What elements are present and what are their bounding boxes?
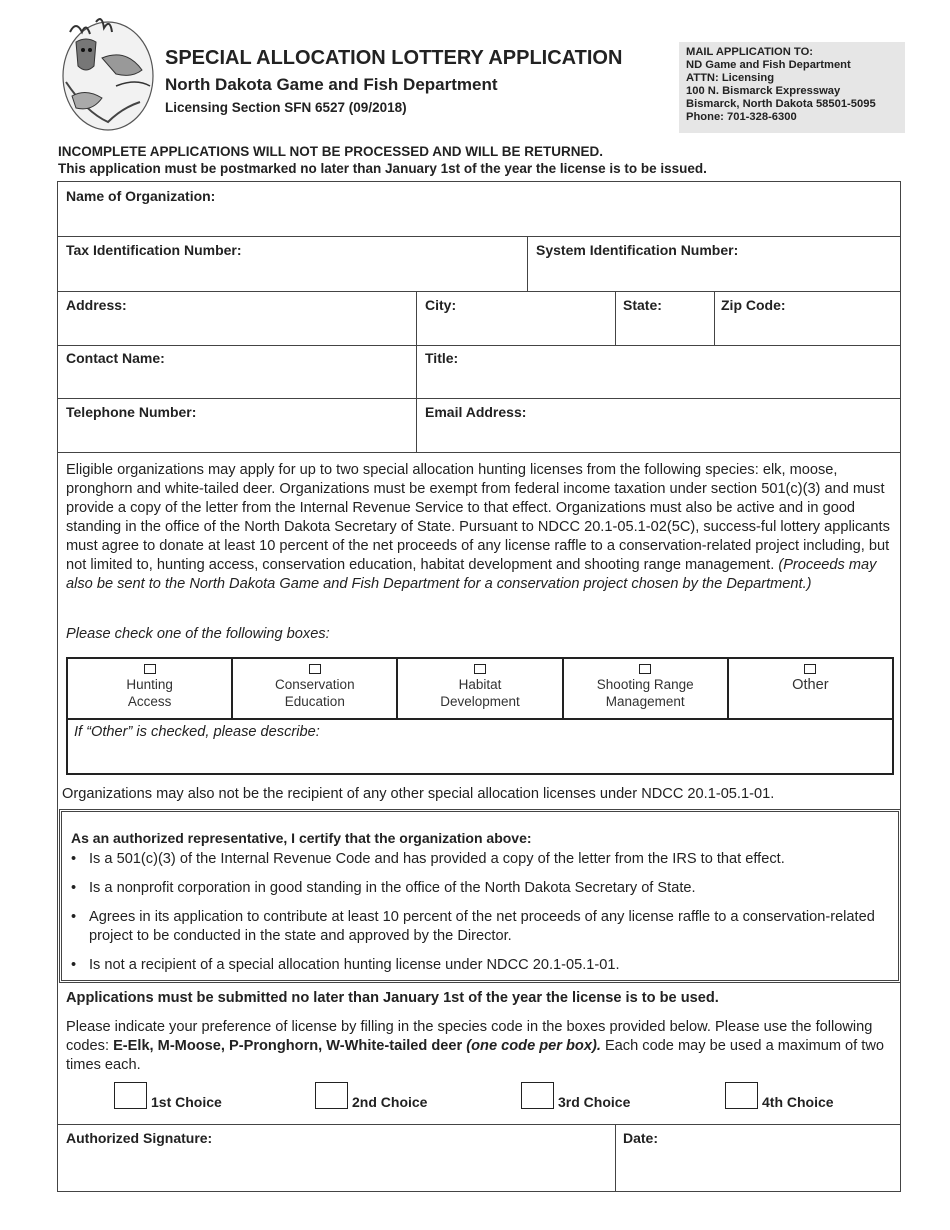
option-label: Other	[792, 677, 829, 693]
other-description-field[interactable]: If “Other” is checked, please describe:	[74, 724, 320, 740]
form-number: Licensing Section SFN 6527 (09/2018)	[165, 100, 407, 115]
choice-box[interactable]	[521, 1082, 554, 1109]
pref-text: Please indicate your preference of license by filling in the species code in the boxes provided below. Please use the following codes:	[66, 1019, 873, 1054]
divider	[58, 452, 900, 453]
mail-line: Phone: 701-328-6300	[686, 111, 797, 123]
option-hunting-access[interactable]	[68, 659, 231, 718]
application-form	[57, 181, 901, 1192]
mail-line: ND Game and Fish Department	[686, 59, 851, 71]
form-title: SPECIAL ALLOCATION LOTTERY APPLICATION	[165, 47, 623, 69]
list-item: • Is a 501(c)(3) of the Internal Revenue Code and has provided a copy of the letter from the IRS to that effect.	[69, 850, 889, 869]
divider	[58, 398, 900, 399]
option-habitat-development[interactable]	[396, 659, 561, 718]
choice-label: 2nd Choice	[352, 1094, 428, 1110]
divider	[615, 1124, 616, 1192]
option-conservation-education[interactable]	[231, 659, 396, 718]
divider	[58, 236, 900, 237]
list-item: • Agrees in its application to contribute at least 10 percent of the net proceeds of any license raffle to a conservation-related project to be conducted in the state and approved by the Director.	[69, 908, 889, 946]
contact-name-field[interactable]: Contact Name:	[66, 350, 165, 366]
eligibility-italic-note: (Proceeds may also be sent to the North Dakota Game and Fish Department for a conservation project chosen by the Department.)	[66, 557, 877, 592]
address-field[interactable]: Address:	[66, 297, 127, 313]
species-codes: E-Elk, M-Moose, P-Pronghorn, W-White-tailed deer	[113, 1038, 463, 1054]
checkbox[interactable]	[144, 664, 156, 674]
recipient-note: Organizations may also not be the recipient of any other special allocation licenses under NDCC 20.1-05.1-01.	[62, 786, 775, 802]
city-field[interactable]: City:	[425, 297, 457, 313]
choice-box[interactable]	[114, 1082, 147, 1109]
title-field[interactable]: Title:	[425, 350, 459, 366]
option-row	[68, 659, 892, 720]
choice-label: 4th Choice	[762, 1094, 834, 1110]
postmark-notice: This application must be postmarked no later than January 1st of the year the license is to be issued.	[58, 161, 707, 176]
certification-list	[69, 850, 889, 985]
mail-line: ATTN: Licensing	[686, 72, 775, 84]
telephone-field[interactable]: Telephone Number:	[66, 404, 197, 420]
tax-id-field[interactable]: Tax Identification Number:	[66, 242, 242, 258]
department-logo	[56, 12, 160, 134]
mail-line: 100 N. Bismarck Expressway	[686, 85, 841, 97]
list-item: • Is not a recipient of a special allocation hunting license under NDCC 20.1-05.1-01.	[69, 956, 889, 975]
mail-line: Bismarck, North Dakota 58501-5095	[686, 98, 876, 110]
divider	[615, 291, 616, 345]
mail-line: MAIL APPLICATION TO:	[686, 46, 813, 58]
divider	[58, 1124, 900, 1125]
certification-box	[59, 809, 901, 983]
incomplete-warning: INCOMPLETE APPLICATIONS WILL NOT BE PROCESSED AND WILL BE RETURNED.	[58, 144, 604, 159]
email-field[interactable]: Email Address:	[425, 404, 527, 420]
department-name: North Dakota Game and Fish Department	[165, 75, 498, 94]
state-field[interactable]: State:	[623, 297, 662, 313]
divider	[416, 291, 417, 452]
option-label: Education	[284, 694, 345, 709]
preference-instructions	[66, 1018, 896, 1075]
submission-deadline: Applications must be submitted no later than January 1st of the year the license is to be used.	[66, 990, 719, 1006]
date-field[interactable]: Date:	[623, 1130, 659, 1146]
option-label: Access	[127, 694, 172, 709]
option-label: Conservation	[275, 677, 355, 692]
choice-box[interactable]	[725, 1082, 758, 1109]
authorized-signature-field[interactable]: Authorized Signature:	[66, 1130, 213, 1146]
organization-name-field[interactable]: Name of Organization:	[66, 188, 216, 204]
option-label: Hunting	[126, 677, 173, 692]
check-instruction: Please check one of the following boxes:	[66, 626, 330, 642]
divider	[58, 345, 900, 346]
one-code-note: (one code per box).	[466, 1038, 601, 1054]
checkbox[interactable]	[309, 664, 321, 674]
choice-label: 1st Choice	[151, 1094, 222, 1110]
divider	[714, 291, 715, 345]
option-shooting-range-management[interactable]	[562, 659, 727, 718]
checkbox[interactable]	[639, 664, 651, 674]
option-label: Development	[440, 694, 520, 709]
list-item: • Is a nonprofit corporation in good standing in the office of the North Dakota Secretary of State.	[69, 879, 889, 898]
checkbox[interactable]	[804, 664, 816, 674]
option-label: Shooting Range	[596, 677, 694, 692]
option-other[interactable]	[727, 659, 892, 718]
project-type-options	[66, 657, 894, 775]
mailing-address-box	[679, 42, 905, 133]
certification-heading: As an authorized representative, I certify that the organization above:	[71, 830, 532, 846]
checkbox[interactable]	[474, 664, 486, 674]
pref-text: Each code may be used a maximum of two times each.	[66, 1038, 884, 1073]
system-id-field[interactable]: System Identification Number:	[536, 242, 739, 258]
divider	[527, 236, 528, 291]
choice-box[interactable]	[315, 1082, 348, 1109]
choice-label: 3rd Choice	[558, 1094, 631, 1110]
eligibility-text: Eligible organizations may apply for up to two special allocation hunting licenses from the following species: elk, moose, pronghorn and white-tailed deer. Organizations must be exempt from federal income taxation under section 501(c)(3) and must provide a copy of the letter from the Internal Revenue Service to that effect. Organizations must also be active and in good standing in the office of the North Dakota Secretary of State. Pursuant to NDCC 20.1-05.1-02(5C), success-ful lottery applicants must agree to donate at least 10 percent of the net proceeds of any license raffle to a conservation-related project including, but not limited to, hunting access, conservation education, habitat development and shooting range management.	[66, 462, 890, 573]
option-label: Management	[605, 694, 685, 709]
eligibility-paragraph	[66, 461, 896, 594]
zip-code-field[interactable]: Zip Code:	[721, 297, 786, 313]
divider	[58, 291, 900, 292]
option-label: Habitat	[458, 677, 502, 692]
